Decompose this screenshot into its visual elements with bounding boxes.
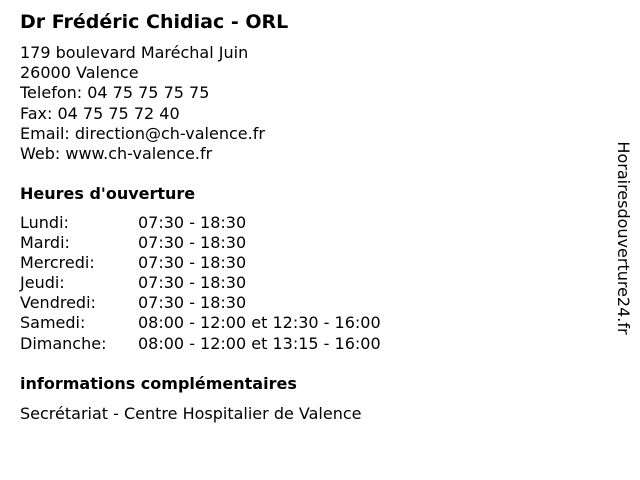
time-value: 08:00 - 12:00 et 12:30 - 16:00 [138,313,381,333]
address-city: 26000 Valence [20,63,139,83]
address-street: 179 boulevard Maréchal Juin [20,43,249,62]
day-label: Lundi: [20,213,69,232]
time-value: 07:30 - 18:30 [138,293,247,313]
additional-info-text: Secrétariat - Centre Hospitalier de Valence [20,404,362,423]
day-label: Mercredi: [20,253,95,273]
time-value: 07:30 - 18:30 [138,213,247,232]
day-label: Dimanche: [20,333,107,353]
contact-block [20,43,265,164]
fax-line: Fax: 04 75 75 72 40 [20,103,180,123]
time-value: 07:30 - 18:30 [138,253,247,273]
page-title: Dr Frédéric Chidiac - ORL [20,11,289,33]
time-value: 07:30 - 18:30 [138,233,247,253]
email-line: Email: direction@ch-valence.fr [20,123,265,143]
phone-line: Telefon: 04 75 75 75 75 [20,83,210,103]
day-label: Vendredi: [20,293,96,313]
opening-hours-heading: Heures d'ouverture [20,184,196,203]
additional-info-heading: informations complémentaires [20,374,297,393]
day-label: Jeudi: [20,273,65,293]
site-credit-watermark: Horairesdouverture24.fr [614,141,633,335]
web-line: Web: www.ch-valence.fr [20,143,213,163]
day-label: Mardi: [20,233,70,253]
day-label: Samedi: [20,313,86,333]
time-value: 08:00 - 12:00 et 13:15 - 16:00 [138,333,381,353]
time-value: 07:30 - 18:30 [138,273,247,293]
